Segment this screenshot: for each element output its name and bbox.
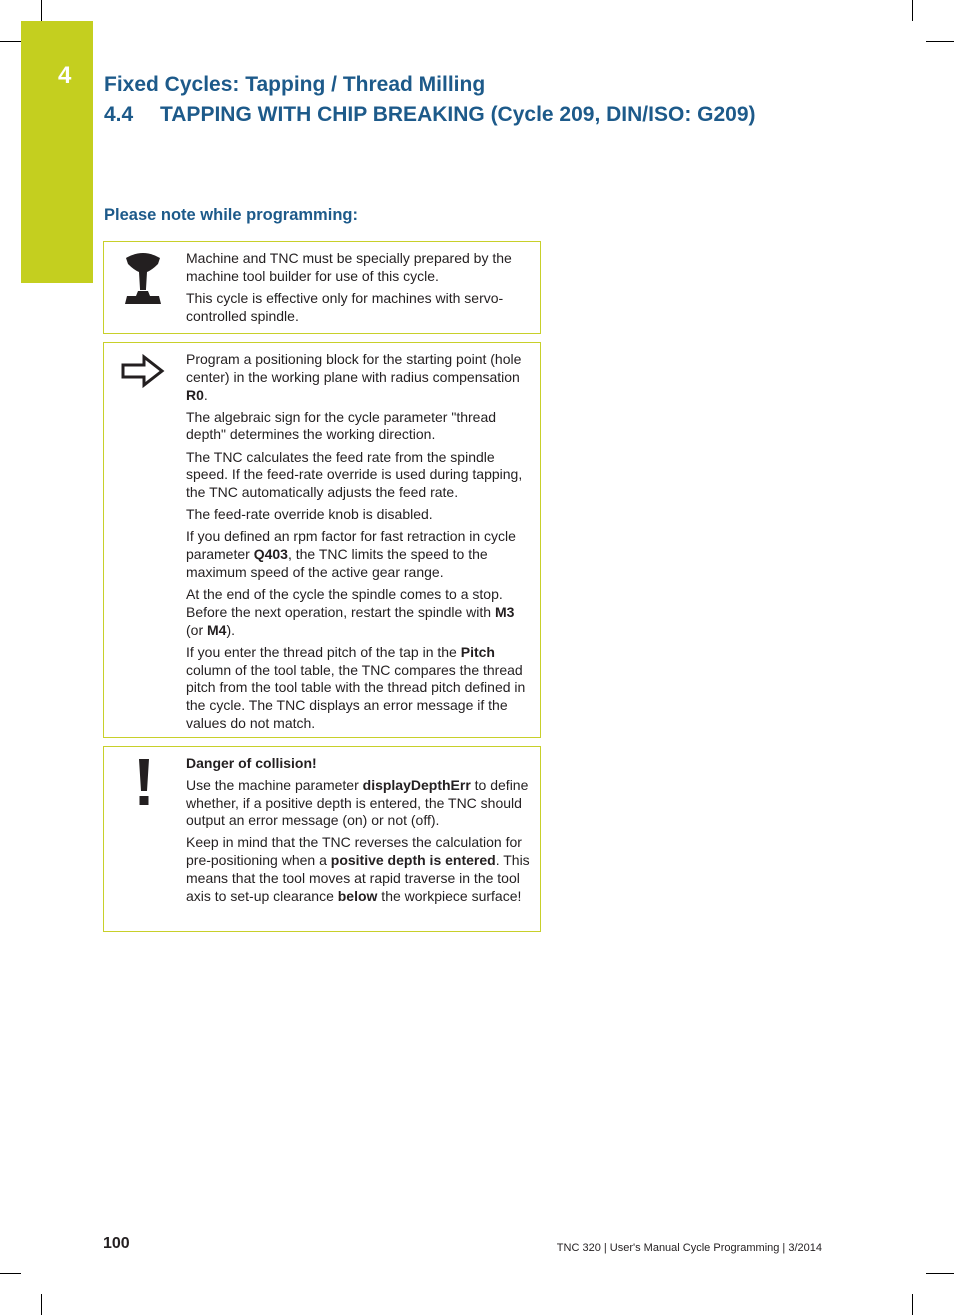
subheading: Please note while programming:	[104, 206, 358, 224]
chapter-number: 4	[58, 62, 72, 89]
warning-note-text	[186, 755, 532, 910]
machine-note-box	[103, 241, 541, 334]
tips-paragraph: Program a positioning block for the starting point (hole center) in the working plane with radius compensation R0.	[186, 351, 522, 403]
tips-paragraph: The TNC calculates the feed rate from the spindle speed. If the feed-rate override is used during tapping, the TNC automatically adjusts the feed rate.	[186, 448, 523, 501]
tips-paragraph: The algebraic sign for the cycle parameter "thread depth" determines the working direction.	[186, 408, 497, 443]
pitch-term: Pitch	[460, 643, 495, 660]
crop-mark	[41, 0, 42, 21]
tips-note-text	[186, 351, 532, 737]
positive-depth-term: positive depth is entered	[330, 852, 496, 869]
crop-mark	[0, 41, 21, 42]
page-number: 100	[103, 1235, 130, 1252]
tips-paragraph: If you enter the thread pitch of the tap in the Pitch column of the tool table, the TNC compares the thread pitch from the tool table with the thread pitch defined in the cycle. The TNC displays an error message if the values do not match.	[186, 643, 526, 731]
param-displaydeptherr: displayDepthErr	[362, 776, 471, 793]
tips-paragraph: If you defined an rpm factor for fast retraction in cycle parameter Q403, the TNC limits the speed to the maximum speed of the active gear range.	[186, 528, 516, 580]
crop-mark	[926, 1273, 954, 1274]
arrow-right-icon	[120, 353, 166, 389]
section-number: 4.4	[104, 103, 134, 126]
crop-mark	[41, 1294, 42, 1315]
section-title	[104, 103, 756, 127]
code-r0: R0	[186, 386, 204, 403]
tips-paragraph: The feed-rate override knob is disabled.	[186, 506, 433, 523]
below-term: below	[337, 887, 378, 904]
machine-note-text	[186, 250, 532, 330]
code-m4: M4	[207, 621, 227, 638]
chapter-tab	[21, 21, 93, 283]
chapter-title: Fixed Cycles: Tapping / Thread Milling	[104, 73, 486, 96]
tips-paragraph: At the end of the cycle the spindle comes to a stop. Before the next operation, restart the spindle with M3 (or M4).	[186, 586, 515, 638]
warning-paragraph: Use the machine parameter displayDepthErr to define whether, if a positive depth is entered, the TNC should output an error message (on) or not (off).	[186, 776, 529, 829]
code-q403: Q403	[253, 546, 288, 563]
code-m3: M3	[494, 603, 515, 620]
warning-heading: Danger of collision!	[186, 755, 317, 771]
exclamation-icon	[135, 757, 153, 807]
footer-text: TNC 320 | User's Manual Cycle Programming | 3/2014	[556, 1242, 822, 1254]
tips-note-box	[103, 342, 541, 738]
machine-icon	[122, 252, 164, 308]
machine-note-paragraph: Machine and TNC must be specially prepared by the machine tool builder for use of this cycle.	[186, 250, 512, 284]
section-heading: TAPPING WITH CHIP BREAKING (Cycle 209, DIN/ISO: G209)	[160, 103, 756, 126]
crop-mark	[912, 1294, 913, 1315]
crop-mark	[926, 41, 954, 42]
crop-mark	[912, 0, 913, 21]
machine-note-paragraph: This cycle is effective only for machines with servo-controlled spindle.	[186, 289, 504, 324]
warning-note-box	[103, 746, 541, 932]
crop-mark	[0, 1273, 21, 1274]
warning-paragraph: Keep in mind that the TNC reverses the calculation for pre-positioning when a positive depth is entered. This means that the tool moves at rapid traverse in the tool axis to set-up clearance below the workpiece surface!	[186, 834, 530, 904]
